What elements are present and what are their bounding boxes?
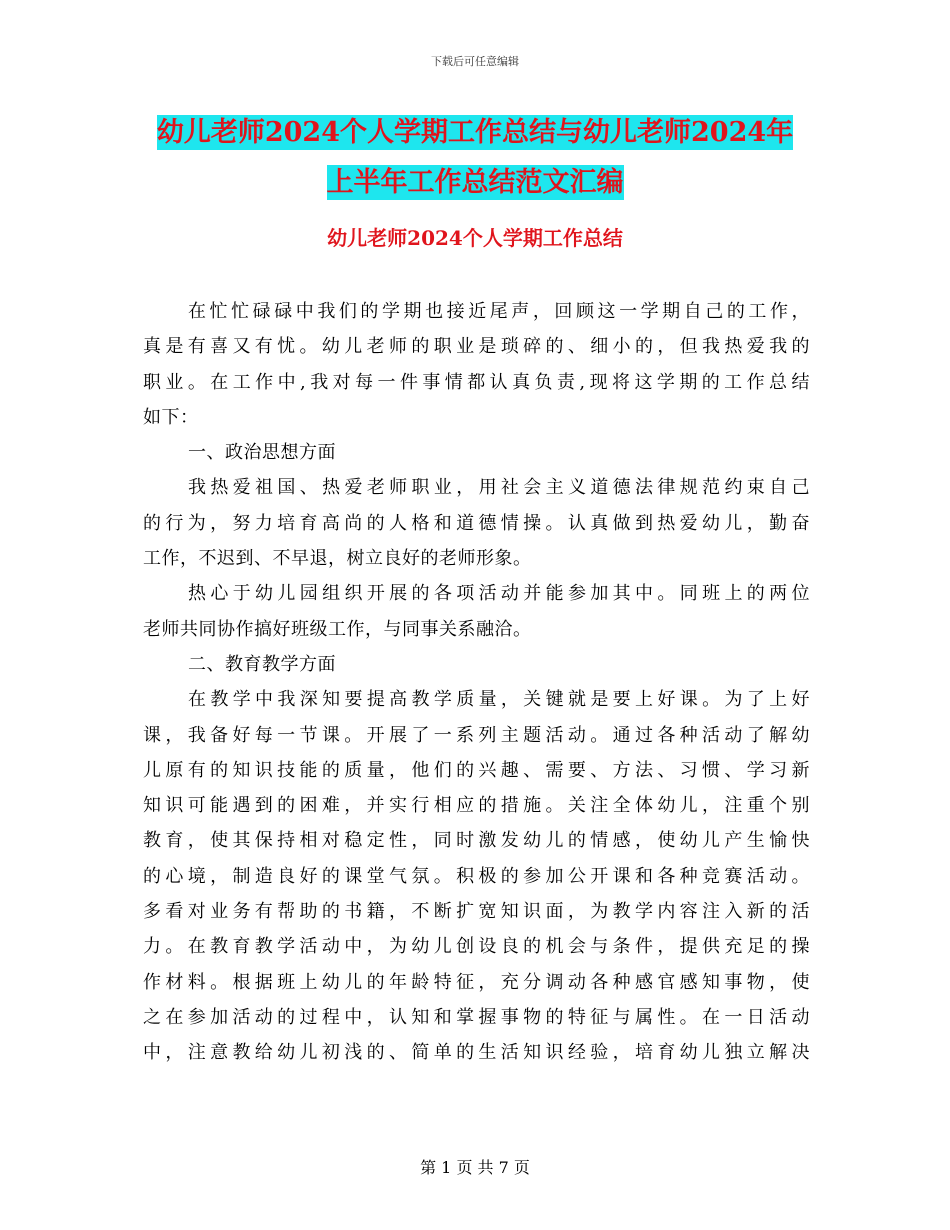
- paragraph-line: 我热爱祖国、热爱老师职业，用社会主义道德法律规范约束自己: [188, 477, 810, 499]
- paragraph-line: 在忙忙碌碌中我们的学期也接近尾声，回顾这一学期自己的工作，: [188, 301, 810, 322]
- title-line-1: 幼儿老师2024个人学期工作总结与幼儿老师2024年: [156, 117, 794, 148]
- document-title: [140, 108, 810, 208]
- paragraph-line: 职业。在工作中,我对每一件事情都认真负责,现将这学期的工作总结: [143, 371, 810, 393]
- paragraph-line: 作材料。根据班上幼儿的年龄特征，充分调动各种感官感知事物，使: [143, 971, 810, 993]
- paragraph-line: 之在参加活动的过程中，认知和掌握事物的特征与属性。在一日活动: [143, 1006, 810, 1028]
- paragraph-line: 的心境，制造良好的课堂气氛。积极的参加公开课和各种竞赛活动。: [143, 865, 810, 887]
- paragraph-line: 儿原有的知识技能的质量，他们的兴趣、需要、方法、习惯、学习新: [143, 759, 810, 781]
- paragraph-line: 知识可能遇到的困难，并实行相应的措施。关注全体幼儿，注重个别: [143, 795, 810, 817]
- paragraph-line: 力。在教育教学活动中，为幼儿创设良的机会与条件，提供充足的操: [143, 936, 810, 958]
- paragraph-line: 课，我备好每一节课。开展了一系列主题活动。通过各种活动了解幼: [143, 724, 810, 746]
- section-heading: 二、教育教学方面: [188, 653, 336, 675]
- paragraph-line: 中，注意教给幼儿初浅的、简单的生活知识经验，培育幼儿独立解决: [143, 1042, 810, 1064]
- paragraph-line: 如下：: [143, 406, 199, 428]
- paragraph-line: 的行为，努力培育高尚的人格和道德情操。认真做到热爱幼儿，勤奋: [143, 512, 810, 534]
- paragraph-line: 工作，不迟到、不早退，树立良好的老师形象。: [143, 548, 532, 570]
- paragraph-line: 热心于幼儿园组织开展的各项活动并能参加其中。同班上的两位: [188, 583, 810, 605]
- paragraph-line: 真是有喜又有忧。幼儿老师的职业是琐碎的、细小的，但我热爱我的: [143, 336, 810, 358]
- title-line-2: 上半年工作总结范文汇编: [326, 167, 624, 198]
- section-heading: 一、政治思想方面: [188, 442, 336, 464]
- paragraph-line: 在教学中我深知要提高教学质量，关键就是要上好课。为了上好: [188, 689, 810, 711]
- document-body: [143, 294, 810, 1071]
- paragraph-line: 教育，使其保持相对稳定性，同时激发幼儿的情感，使幼儿产生愉快: [143, 830, 810, 852]
- paragraph-line: 老师共同协作搞好班级工作，与同事关系融洽。: [143, 618, 532, 640]
- paragraph-line: 多看对业务有帮助的书籍，不断扩宽知识面，为教学内容注入新的活: [143, 901, 810, 923]
- page-header: 下载后可任意编辑: [431, 55, 519, 68]
- page-footer: 第 1 页 共 7 页: [420, 1158, 530, 1177]
- section-title: 幼儿老师2024个人学期工作总结: [327, 226, 623, 250]
